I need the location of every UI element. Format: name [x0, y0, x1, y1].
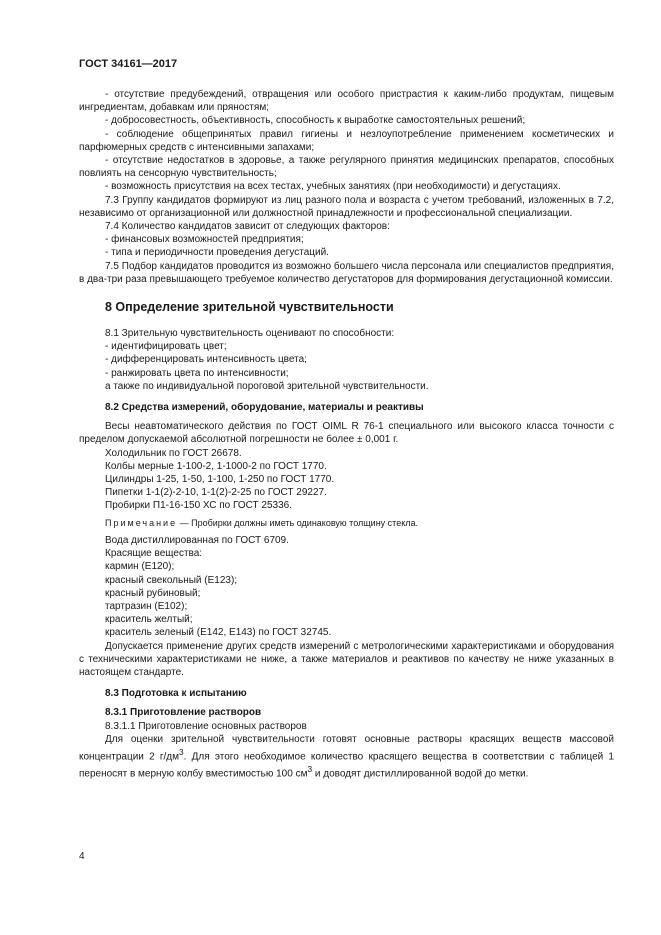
note-text: — Пробирки должны иметь одинаковую толщину стекла. [179, 517, 418, 528]
list-item: - дифференцировать интенсивность цвета; [105, 354, 307, 366]
section-8-3-1-title: 8.3.1 Приготовление растворов [105, 707, 262, 719]
section-8-title: 8 Определение зрительной чувствительности [105, 300, 394, 315]
section-8-3-title: 8.3 Подготовка к испытанию [105, 688, 247, 700]
dyes-intro: Красящие вещества: [105, 548, 203, 560]
paragraph-allowed: Допускается применение других средств измерений с метрологическими характеристиками и оборудования с техническими характеристиками не ниже, а также материалов и реактивов по качеству не ниже указанных в настоящем стандарте. [79, 640, 614, 678]
list-item: - добросовестность, объективность, способность к выработке самостоятельных решений; [105, 115, 526, 127]
note [105, 517, 614, 530]
paragraph-7-4: 7.4 Количество кандидатов зависит от следующих факторов: [105, 221, 390, 233]
dye-item: красный свекольный (Е123); [105, 574, 238, 586]
section-8-2-title: 8.2 Средства измерений, оборудование, материалы и реактивы [105, 402, 424, 414]
list-item: - отсутствие недостатков в здоровье, а также регулярного принятия медицинских препаратов, способных повлиять на сенсорную чувствительность; [79, 155, 614, 180]
water-line: Вода дистиллированная по ГОСТ 6709. [105, 534, 289, 546]
list-item: - возможность присутствия на всех тестах, учебных занятиях (при необходимости) и дегустациях. [105, 181, 561, 193]
dye-item: красный рубиновый; [105, 587, 201, 599]
page-body [79, 88, 614, 781]
list-item: - соблюдение общепринятых правил гигиены и незлоупотребление применением косметических и парфюмерных средств с интенсивными запахами; [79, 128, 614, 153]
equipment-item: Цилиндры 1-25, 1-50, 1-100, 1-250 по ГОСТ 1770. [105, 474, 335, 486]
dye-item: кармин (Е120); [105, 561, 175, 573]
list-item: - отсутствие предубеждений, отвращения или особого пристрастия к каким-либо продуктам, пищевым ингредиентам, добавкам или пряностям; [79, 89, 614, 114]
paragraph-solutions: Для оценки зрительной чувствительности готовят основные растворы красящих веществ массовой концентрации 2 $г/дм^3$. Для этого необходимое количество красящего вещества в соответствии с таблицей 1 переносят в мерную колбу вместимостью 100 $см^3$ и доводят дистиллированной водой до метки. [79, 733, 614, 780]
list-item: - ранжировать цвета по интенсивности; [105, 367, 289, 379]
document-header: ГОСТ 34161—2017 [79, 58, 178, 70]
page-number: 4 [79, 851, 85, 862]
dye-item: тартразин (Е102); [105, 600, 188, 612]
list-item: - типа и периодичности проведения дегустаций. [105, 247, 329, 259]
paragraph-7-5: 7.5 Подбор кандидатов проводится из возможно большего числа персонала или специалистов предприятия, в два-три раза превышающего требуемое количество дегустаторов для формирования дегустационной комиссии. [79, 260, 614, 285]
paragraph-8-1: 8.1 Зрительную чувствительность оценивают по способности: [105, 328, 395, 340]
list-item: - финансовых возможностей предприятия; [105, 234, 304, 246]
subsection-8-3-1-1: 8.3.1.1 Приготовление основных растворов [105, 720, 307, 732]
equipment-item: Холодильник по ГОСТ 26678. [105, 447, 242, 459]
dye-item: краситель желтый; [105, 614, 193, 626]
paragraph-7-3: 7.3 Группу кандидатов формируют из лиц разного пола и возраста с учетом требований, изложенных в 7.2, независимо от организационной или должностной принадлежности и профессиональной специализации. [79, 194, 614, 219]
list-item: - идентифицировать цвет; [105, 341, 227, 353]
note-label: Примечание [105, 517, 178, 528]
paragraph-scales: Весы неавтоматического действия по ГОСТ OIML R 76-1 специального или высокого класса точности с пределом допускаемой абсолютной погрешности не более ± 0,001 г. [79, 421, 614, 446]
list-item: а также по индивидуальной пороговой зрительной чувствительности. [105, 380, 429, 392]
equipment-item: Пробирки П1-16-150 ХС по ГОСТ 25336. [105, 500, 293, 512]
dye-item: краситель зеленый (Е142, Е143) по ГОСТ 32745. [105, 627, 332, 639]
intro-list [79, 88, 614, 194]
equipment-item: Колбы мерные 1-100-2, 1-1000-2 по ГОСТ 1770. [105, 460, 327, 472]
equipment-item: Пипетки 1-1(2)-2-10, 1-1(2)-2-25 по ГОСТ 29227. [105, 487, 327, 499]
